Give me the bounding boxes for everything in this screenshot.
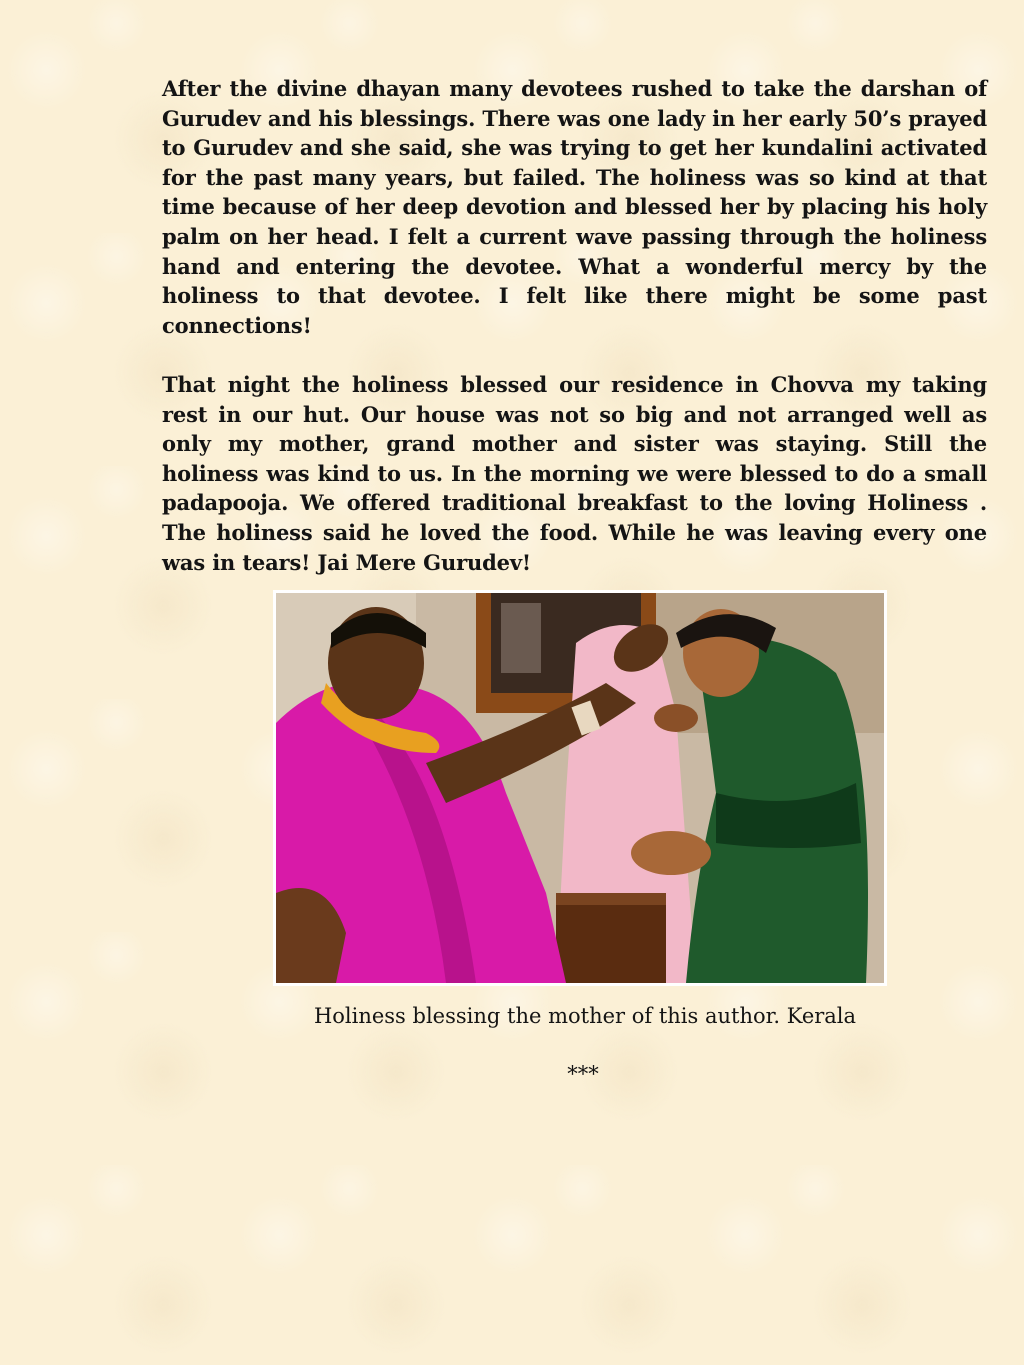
section-separator: ***: [567, 1062, 599, 1086]
body-text: [162, 74, 987, 577]
paragraph-2: That night the holiness blessed our residence in Chovva my taking rest in our hut. Our house was not so big and not arranged well as only my mother, grand mother and sister was staying. Still the holiness was kind to us. In the morning we were blessed to do a small padapooja. We offered traditional breakfast to the loving Holiness . The holiness said he loved the food. While he was leaving every one was in tears! Jai Mere Gurudev!: [162, 371, 987, 575]
photo-blessing: [273, 590, 887, 986]
paragraph-1: After the divine dhayan many devotees rushed to take the darshan of Gurudev and his blessings. There was one lady in her early 50’s prayed to Gurudev and she said, she was trying to get her kundalini activated for the past many years, but failed. The holiness was so kind at that time because of her deep devotion and blessed her by placing his holy palm on her head. I felt a current wave passing through the holiness hand and entering the devotee. What a wonderful mercy by the holiness to that devotee. I felt like there might be some past connections!: [162, 76, 987, 338]
photo-caption: Holiness blessing the mother of this author. Kerala: [313, 1004, 857, 1028]
photo-illustration: [276, 593, 884, 983]
